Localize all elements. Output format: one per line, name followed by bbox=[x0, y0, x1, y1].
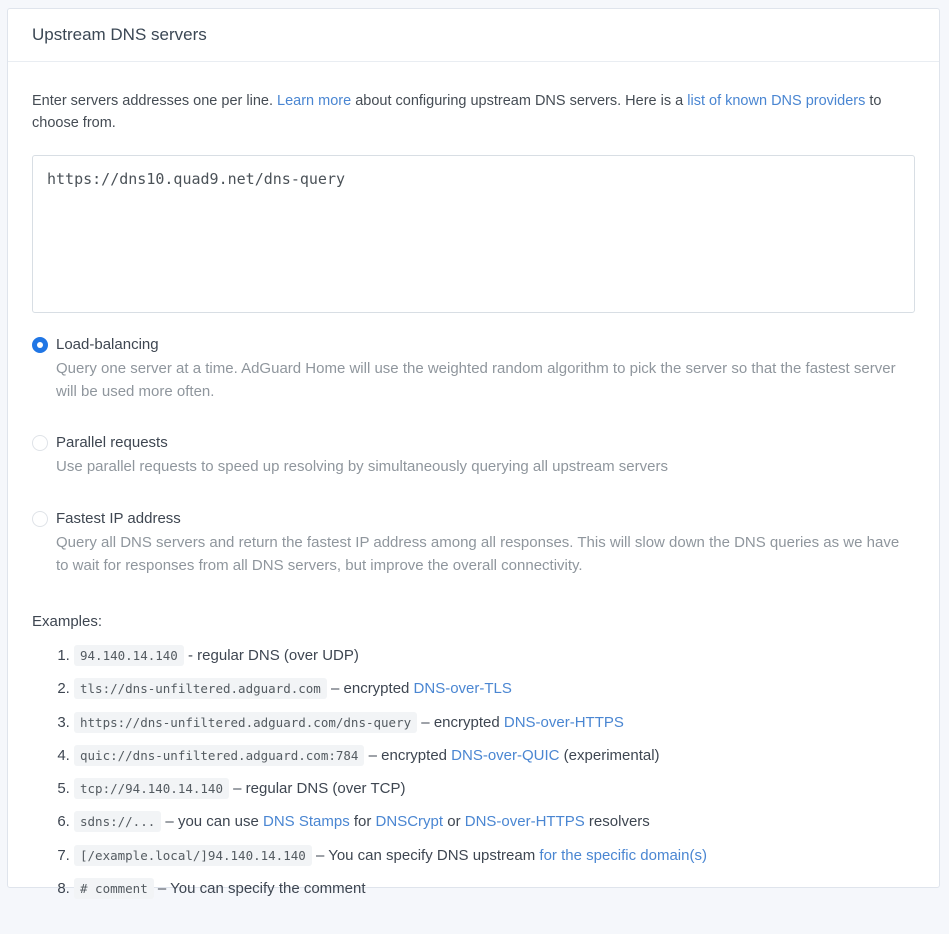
upstream-servers-textarea[interactable] bbox=[32, 155, 915, 313]
code-chip: tls://dns-unfiltered.adguard.com bbox=[74, 678, 327, 699]
example-item bbox=[74, 877, 915, 900]
example-text: - regular DNS (over UDP) bbox=[183, 647, 359, 665]
example-item bbox=[74, 744, 915, 767]
dns-over-https-resolvers-link[interactable]: DNS-over-HTTPS bbox=[464, 813, 585, 831]
code-chip: quic://dns-unfiltered.adguard.com:784 bbox=[74, 745, 364, 766]
page-title: Upstream DNS servers bbox=[32, 25, 207, 44]
radio-label[interactable]: Parallel requests bbox=[56, 434, 168, 452]
example-text: or bbox=[443, 813, 465, 831]
specific-domains-link[interactable]: for the specific domain(s) bbox=[539, 846, 707, 864]
radio-icon[interactable] bbox=[32, 435, 48, 451]
radio-option-fastest-ip-address[interactable] bbox=[32, 509, 915, 577]
code-chip: [/example.local/]94.140.14.140 bbox=[74, 845, 312, 866]
example-text: – you can use bbox=[161, 813, 263, 831]
card-body bbox=[8, 62, 939, 934]
example-text: – You can specify DNS upstream bbox=[311, 846, 540, 864]
radio-icon[interactable] bbox=[32, 511, 48, 527]
code-chip: sdns://... bbox=[74, 811, 161, 832]
radio-description: Query one server at a time. AdGuard Home will use the weighted random algorithm to pick the server so that the fastest server will be used more often. bbox=[56, 360, 896, 400]
dnscrypt-link[interactable]: DNSCrypt bbox=[375, 813, 444, 831]
radio-icon[interactable] bbox=[32, 337, 48, 353]
radio-label[interactable]: Load-balancing bbox=[56, 335, 159, 353]
example-text: – You can specify the comment bbox=[153, 879, 366, 897]
example-text: – regular DNS (over TCP) bbox=[229, 780, 406, 798]
examples-list bbox=[32, 644, 915, 900]
examples-heading: Examples: bbox=[32, 613, 103, 631]
dns-providers-link[interactable]: list of known DNS providers bbox=[687, 93, 866, 109]
example-text: – encrypted bbox=[417, 713, 504, 731]
intro-text: about configuring upstream DNS servers. Here is a bbox=[351, 93, 688, 109]
code-chip: tcp://94.140.14.140 bbox=[74, 778, 229, 799]
example-item bbox=[74, 677, 915, 700]
upstream-dns-card bbox=[7, 8, 940, 897]
example-item bbox=[74, 810, 915, 833]
example-text: for bbox=[349, 813, 376, 831]
example-text: – encrypted bbox=[326, 680, 414, 698]
intro-text: Enter servers addresses one per line. bbox=[32, 93, 278, 109]
dns-stamps-link[interactable]: DNS Stamps bbox=[263, 813, 350, 831]
dns-over-https-link[interactable]: DNS-over-HTTPS bbox=[503, 713, 624, 731]
radio-option-load-balancing[interactable] bbox=[32, 335, 915, 403]
example-text: – encrypted bbox=[364, 746, 452, 764]
example-item bbox=[74, 777, 915, 800]
card-header bbox=[8, 9, 939, 62]
learn-more-link[interactable]: Learn more bbox=[277, 93, 352, 109]
dns-over-quic-link[interactable]: DNS-over-QUIC bbox=[451, 746, 560, 764]
example-text: (experimental) bbox=[559, 746, 660, 764]
intro-text: to choose from. bbox=[32, 93, 882, 132]
example-item bbox=[74, 644, 915, 667]
code-chip: # comment bbox=[74, 878, 154, 899]
example-item bbox=[74, 844, 915, 867]
example-item bbox=[74, 711, 915, 734]
dns-over-tls-link[interactable]: DNS-over-TLS bbox=[413, 680, 512, 698]
code-chip: 94.140.14.140 bbox=[74, 645, 184, 666]
intro-paragraph bbox=[32, 90, 915, 135]
radio-label[interactable]: Fastest IP address bbox=[56, 509, 181, 527]
radio-description: Use parallel requests to speed up resolving by simultaneously querying all upstream servers bbox=[56, 458, 668, 476]
example-text: resolvers bbox=[584, 813, 650, 831]
code-chip: https://dns-unfiltered.adguard.com/dns-query bbox=[74, 712, 417, 733]
radio-option-parallel-requests[interactable] bbox=[32, 433, 915, 479]
radio-description: Query all DNS servers and return the fastest IP address among all responses. This will slow down the DNS queries as we have to wait for responses from all DNS servers, but improve the overall connectivity. bbox=[56, 534, 900, 574]
